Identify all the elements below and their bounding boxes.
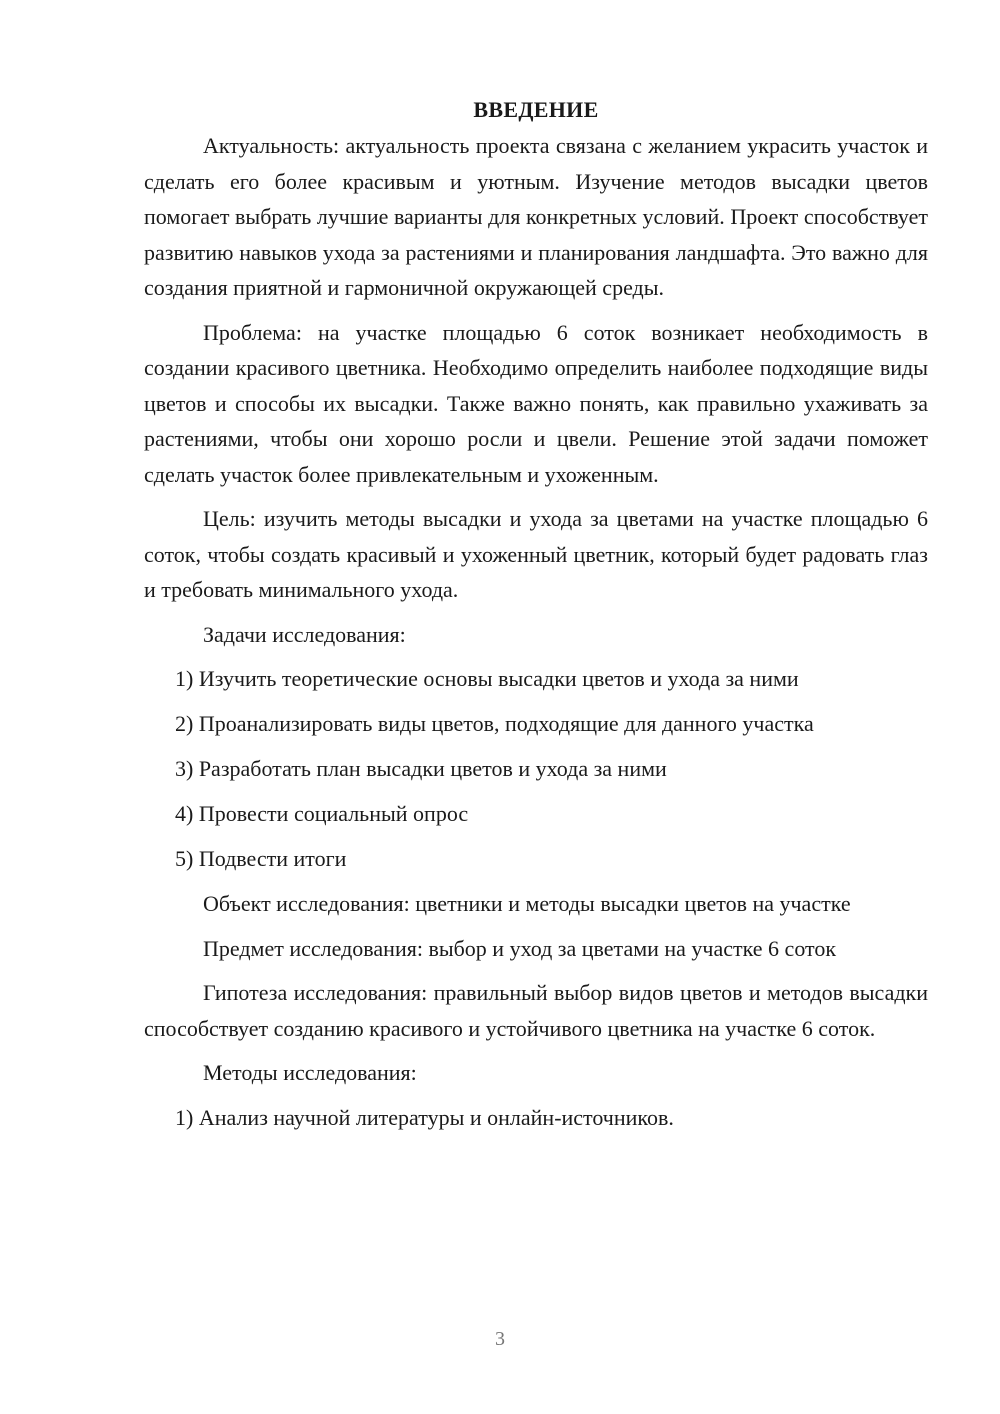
section-heading: ВВЕДЕНИЕ [473, 97, 599, 122]
methods-title: Методы исследования: [203, 1060, 417, 1085]
hypothesis-paragraph: Гипотеза исследования: правильный выбор видов цветов и методов высадки способствует созданию красивого и устойчивого цветника на участке 6 соток. [144, 980, 928, 1041]
goal-paragraph: Цель: изучить методы высадки и ухода за цветами на участке площадью 6 соток, чтобы создать красивый и ухоженный цветник, который будет радовать глаз и требовать минимального ухода. [144, 506, 928, 602]
list-item: 1) Анализ научной литературы и онлайн-источников. [175, 1104, 674, 1130]
list-item: 2) Проанализировать виды цветов, подходящие для данного участка [175, 711, 814, 736]
list-item: 4) Провести социальный опрос [175, 801, 469, 826]
document-page [144, 92, 928, 1145]
tasks-list [144, 661, 928, 877]
relevance-paragraph: Актуальность: актуальность проекта связана с желанием украсить участок и сделать его более красивым и уютным. Изучение методов высадки цветов помогает выбрать лучшие варианты для конкретных условий. Проект способствует развитию навыков ухода за растениями и планирования ландшафта. Это важно для создания приятной и гармоничной окружающей среды. [144, 133, 928, 300]
object-paragraph: Объект исследования: цветники и методы высадки цветов на участке [203, 891, 851, 916]
list-item: 3) Разработать план высадки цветов и ухода за ними [175, 756, 667, 781]
methods-list [144, 1100, 928, 1136]
problem-paragraph: Проблема: на участке площадью 6 соток возникает необходимость в создании красивого цветника. Необходимо определить наиболее подходящие виды цветов и способы их высадки. Также важно понять, как правильно ухаживать за растениями, чтобы они хорошо росли и цвели. Решение этой задачи поможет сделать участок более привлекательным и ухоженным. [144, 319, 928, 487]
subject-paragraph: Предмет исследования: выбор и уход за цветами на участке 6 соток [203, 935, 837, 961]
tasks-title: Задачи исследования: [203, 621, 406, 647]
list-item: 5) Подвести итоги [175, 846, 347, 871]
list-item: 1) Изучить теоретические основы высадки цветов и ухода за ними [175, 666, 799, 691]
page-number: 3 [495, 1328, 505, 1350]
